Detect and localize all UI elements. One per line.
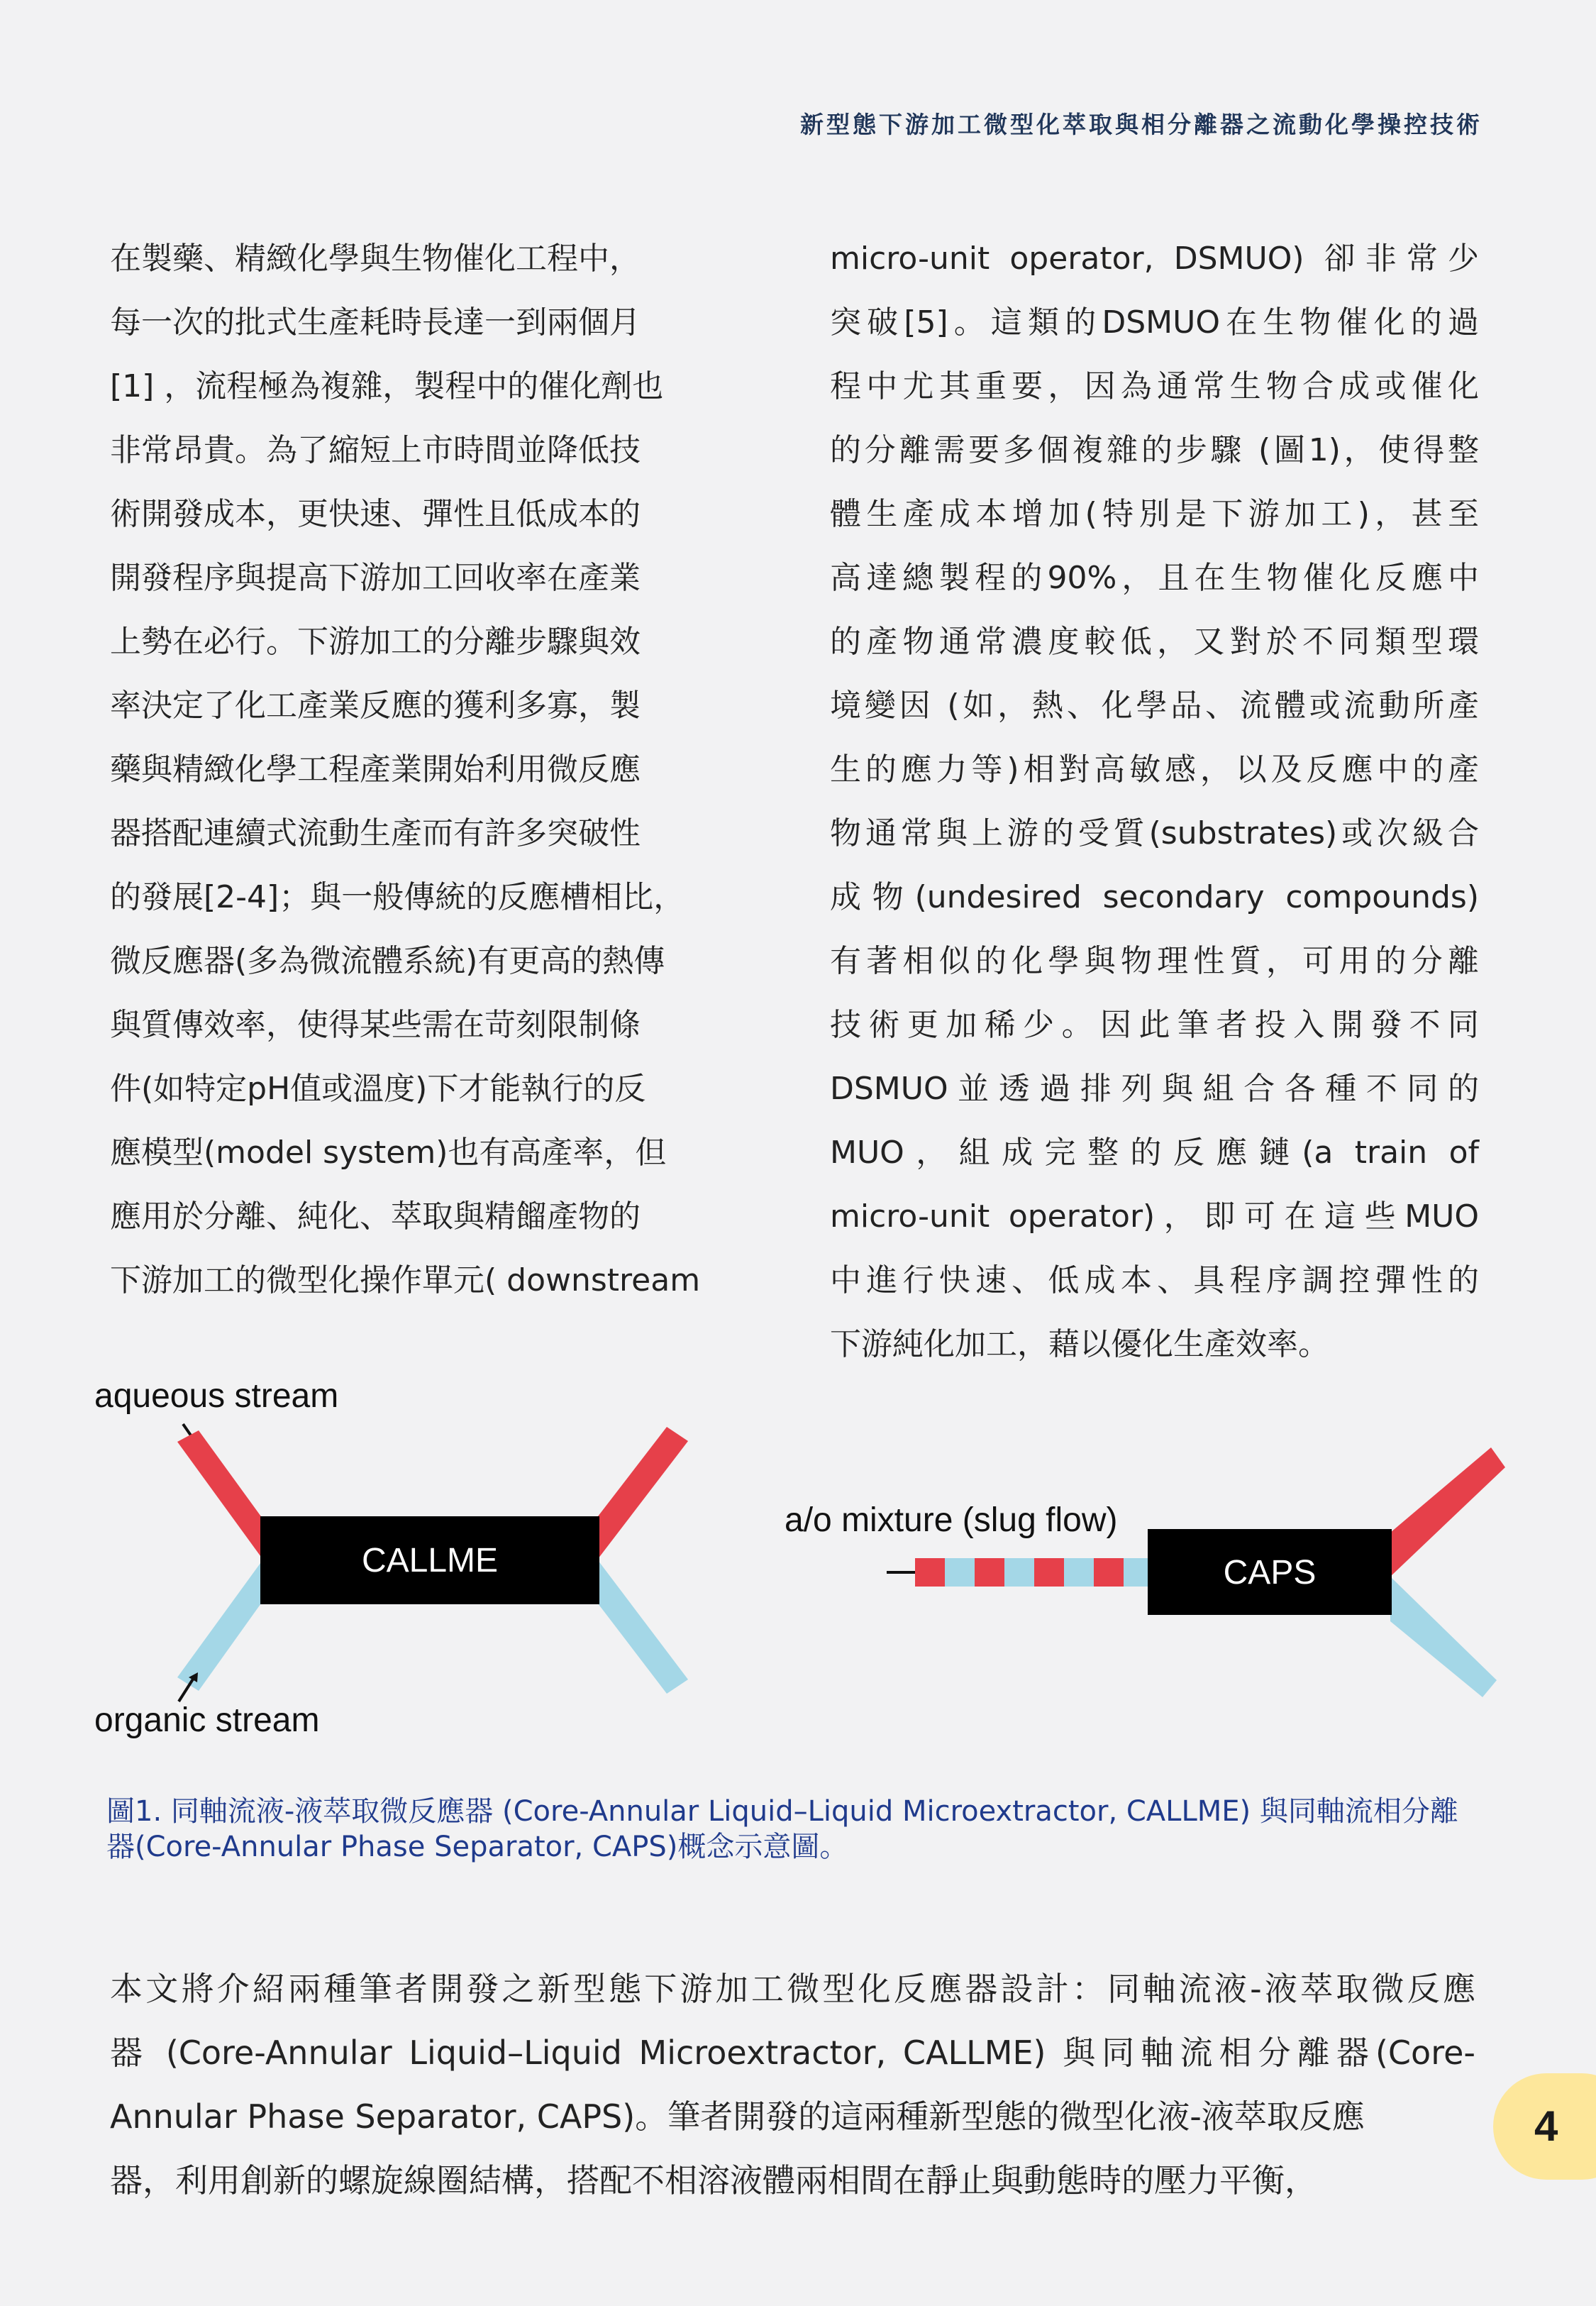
text-line: 的發展[2-4]；與一般傳統的反應槽相比， <box>110 879 685 915</box>
page-number: 4 <box>1534 2102 1558 2150</box>
text-line: micro-unit operator, DSMUO) 卻非常少 <box>830 241 1479 277</box>
slug-organic <box>1124 1558 1149 1587</box>
text-line: 每一次的批式生產耗時長達一到兩個月 <box>110 304 641 341</box>
organic-stream-label: organic stream <box>94 1701 320 1739</box>
text-line: 在製藥、精緻化學與生物催化工程中， <box>110 241 641 277</box>
slug-aqueous <box>1094 1558 1124 1587</box>
text-line: 與質傳效率，使得某些需在苛刻限制條 <box>110 1007 641 1043</box>
text-line: 下游純化加工，藉以優化生產效率。 <box>830 1326 1329 1362</box>
callme-organic-inlet <box>177 1560 262 1691</box>
text-line: 本文將介紹兩種筆者開發之新型態下游加工微型化反應器設計：同軸流液-液萃取微反應 <box>110 1970 1475 2008</box>
mixture-label: a/o mixture (slug flow) <box>785 1501 1118 1539</box>
text-line: 高達總製程的90%，且在生物催化反應中 <box>830 560 1479 596</box>
aqueous-stream-label: aqueous stream <box>94 1377 339 1415</box>
figure-1 <box>0 1348 1596 1774</box>
text-line: 應模型(model system)也有高產率，但 <box>110 1135 667 1171</box>
text-line: 器 (Core-Annular Liquid–Liquid Microextractor, CALLME) 與同軸流相分離器(Core- <box>110 2034 1475 2072</box>
callme-label: CALLME <box>361 1542 499 1579</box>
slug-flow-channel <box>915 1558 1149 1587</box>
text-line: Annular Phase Separator, CAPS)。筆者開發的這兩種新型態的微型化液-液萃取反應 <box>110 2097 1365 2136</box>
slug-organic <box>1064 1558 1094 1587</box>
caption-line: 器(Core-Annular Phase Separator, CAPS)概念示意圖。 <box>106 1831 848 1863</box>
figure-1-diagram <box>0 1348 1596 1774</box>
text-line: 境變因 (如，熱、化學品、流體或流動所產 <box>830 688 1479 724</box>
slug-aqueous <box>975 1558 1004 1587</box>
running-header: 新型態下游加工微型化萃取與相分離器之流動化學操控技術 <box>800 111 1483 138</box>
text-line: 術開發成本，更快速、彈性且低成本的 <box>110 496 641 532</box>
text-line: MUO，組成完整的反應鏈(a train of <box>830 1135 1479 1171</box>
text-line: 件(如特定pH值或溫度)下才能執行的反 <box>110 1071 646 1107</box>
text-line: 下游加工的微型化操作單元( downstream <box>110 1262 701 1298</box>
text-line: 非常昂貴。為了縮短上市時間並降低技 <box>110 432 641 468</box>
figure-caption <box>106 1794 1490 1865</box>
text-line: 開發程序與提高下游加工回收率在產業 <box>110 560 641 596</box>
left-text-column <box>110 227 759 1313</box>
text-line: 突破[5]。這類的DSMUO在生物催化的過 <box>830 304 1479 341</box>
caps-organic-outlet <box>1390 1577 1497 1697</box>
slug-aqueous <box>915 1558 945 1587</box>
right-text-column <box>830 227 1479 1377</box>
text-line: 的產物通常濃度較低，又對於不同類型環 <box>830 624 1479 660</box>
caps-aqueous-outlet <box>1390 1447 1505 1577</box>
slug-aqueous <box>1034 1558 1064 1587</box>
body-paragraph <box>110 1957 1475 2212</box>
slug-organic <box>945 1558 975 1587</box>
text-line: micro-unit operator)，即可在這些MUO <box>830 1198 1479 1235</box>
text-line: 器，利用創新的螺旋線圈結構，搭配不相溶液體兩相間在靜止與動態時的壓力平衡， <box>110 2161 1317 2200</box>
text-line: 應用於分離、純化、萃取與精餾產物的 <box>110 1198 641 1235</box>
text-line: 率決定了化工產業反應的獲利多寡，製 <box>110 688 641 724</box>
text-line: DSMUO並透過排列與組合各種不同的 <box>830 1071 1479 1107</box>
callme-organic-outlet <box>598 1560 688 1694</box>
text-line: 生的應力等)相對高敏感，以及反應中的產 <box>830 751 1479 788</box>
caps-label: CAPS <box>1223 1554 1317 1591</box>
text-line: 物通常與上游的受質(substrates)或次級合 <box>830 815 1479 851</box>
callme-aqueous-inlet <box>177 1430 262 1559</box>
callme-aqueous-outlet <box>598 1427 688 1559</box>
text-line: 程中尤其重要，因為通常生物合成或催化 <box>830 368 1479 404</box>
text-line: 成物(undesired secondary compounds) <box>830 879 1479 915</box>
text-line: [1] ，流程極為複雜，製程中的催化劑也 <box>110 368 664 404</box>
text-line: 中進行快速、低成本、具程序調控彈性的 <box>830 1262 1479 1298</box>
text-line: 器搭配連續式流動生產而有許多突破性 <box>110 815 641 851</box>
text-line: 藥與精緻化學工程產業開始利用微反應 <box>110 751 641 788</box>
slug-organic <box>1004 1558 1034 1587</box>
text-line: 微反應器(多為微流體系統)有更高的熱傳 <box>110 943 665 979</box>
text-line: 體生產成本增加(特別是下游加工)，甚至 <box>830 496 1479 532</box>
text-line: 上勢在必行。下游加工的分離步驟與效 <box>110 624 641 660</box>
text-line: 的分離需要多個複雜的步驟 (圖1)，使得整 <box>830 432 1479 468</box>
text-line: 技術更加稀少。因此筆者投入開發不同 <box>830 1007 1479 1043</box>
text-line: 有著相似的化學與物理性質，可用的分離 <box>830 943 1479 979</box>
caption-line: 圖1. 同軸流液-液萃取微反應器 (Core-Annular Liquid–Liquid Microextractor, CALLME) 與同軸流相分離 <box>106 1795 1458 1828</box>
